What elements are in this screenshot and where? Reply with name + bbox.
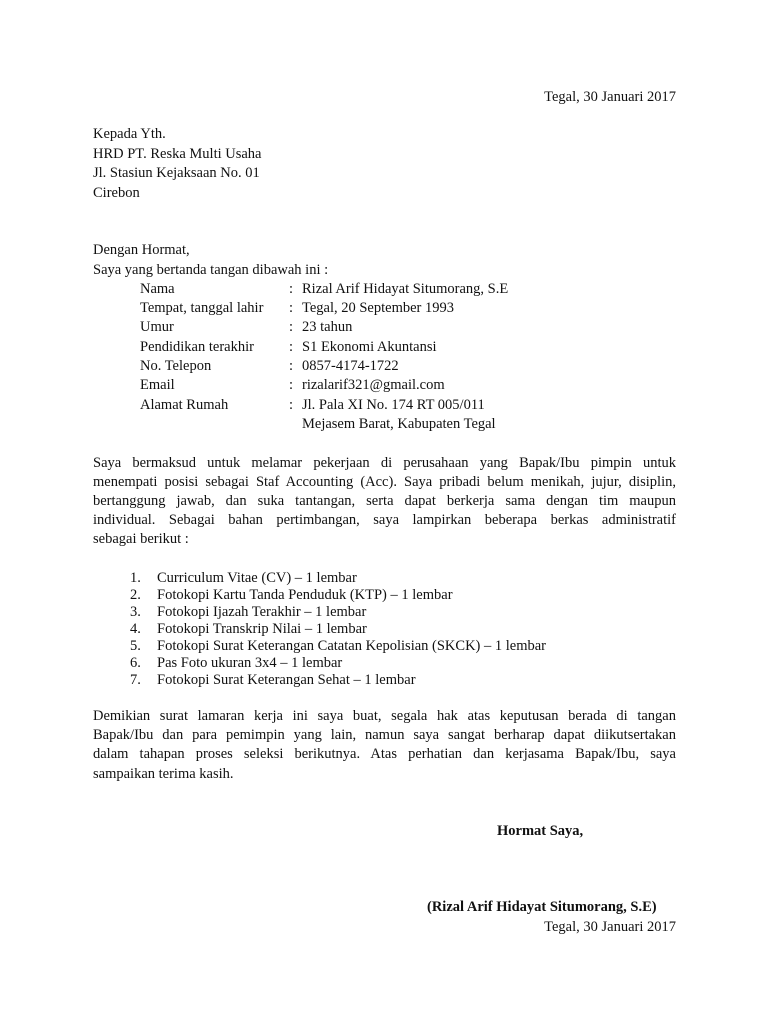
identity-value: rizalarif321@gmail.com [302,377,445,393]
identity-colon: : [289,300,294,316]
list-number: 2. [130,587,141,603]
address-line-2: Mejasem Barat, Kabupaten Tegal [302,416,496,432]
list-number: 4. [130,621,141,637]
recipient-line-2: HRD PT. Reska Multi Usaha [93,146,262,162]
identity-label: Pendidikan terakhir [140,339,254,355]
list-text: Fotokopi Kartu Tanda Penduduk (KTP) – 1 lembar [157,587,453,603]
list-number: 7. [130,672,141,688]
list-number: 6. [130,655,141,671]
closing-line: Demikian surat lamaran kerja ini saya buat, segala hak atas keputusan berada di tangan [93,708,676,724]
body-line: sebagai berikut : [93,531,189,547]
list-text: Fotokopi Surat Keterangan Catatan Kepolisian (SKCK) – 1 lembar [157,638,547,654]
identity-label: Alamat Rumah [140,397,229,413]
identity-label: No. Telepon [140,358,212,374]
signatory-name: (Rizal Arif Hidayat Situmorang, S.E) [427,899,657,915]
identity-colon: : [289,358,294,374]
identity-label: Nama [140,281,175,297]
identity-value: S1 Ekonomi Akuntansi [302,339,437,355]
identity-label: Umur [140,319,174,335]
list-text: Fotokopi Transkrip Nilai – 1 lembar [157,621,367,637]
list-number: 1. [130,570,141,586]
identity-colon: : [289,377,294,393]
identity-colon: : [289,319,294,335]
body-line: bertanggung jawab, dan suka tantangan, serta dapat berkerja sama dengan tim maupun [93,493,676,509]
list-number: 5. [130,638,141,654]
list-number: 3. [130,604,141,620]
place-date: Tegal, 30 Januari 2017 [544,89,676,105]
identity-label: Email [140,377,175,393]
list-text: Fotokopi Surat Keterangan Sehat – 1 lembar [157,672,416,688]
identity-label: Tempat, tanggal lahir [140,300,264,316]
recipient-line-3: Jl. Stasiun Kejaksaan No. 01 [93,165,260,181]
body-line: Saya bermaksud untuk melamar pekerjaan di perusahaan yang Bapak/Ibu pimpin untuk [93,455,676,471]
closing-line: dalam tahapan proses seleksi berikutnya. Atas perhatian dan kerjasama Bapak/Ibu, saya [93,746,676,762]
recipient-line-1: Kepada Yth. [93,126,166,142]
identity-colon: : [289,339,294,355]
body-line: individual. Sebagai bahan pertimbangan, saya lampirkan beberapa berkas administratif [93,512,676,528]
recipient-line-4: Cirebon [93,185,140,201]
list-text: Pas Foto ukuran 3x4 – 1 lembar [157,655,343,671]
identity-value: 23 tahun [302,319,353,335]
sign-date: Tegal, 30 Januari 2017 [544,919,676,935]
identity-colon: : [289,281,294,297]
body-line: menempati posisi sebagai Staf Accounting (Acc). Saya pribadi belum menikah, jujur, disiplin, [93,474,676,490]
sign-off: Hormat Saya, [497,823,584,839]
identity-value: Rizal Arif Hidayat Situmorang, S.E [302,281,509,297]
identity-value: Tegal, 20 September 1993 [302,300,455,316]
closing-line: sampaikan terima kasih. [93,766,234,782]
list-text: Curriculum Vitae (CV) – 1 lembar [157,570,357,586]
intro: Saya yang bertanda tangan dibawah ini : [93,262,329,278]
list-text: Fotokopi Ijazah Terakhir – 1 lembar [157,604,367,620]
identity-colon: : [289,397,294,413]
greeting: Dengan Hormat, [93,242,190,258]
closing-line: Bapak/Ibu dan para pemimpin yang lain, namun saya sangat berharap dapat diikutsertakan [93,727,676,743]
identity-value: 0857-4174-1722 [302,358,399,374]
identity-value: Jl. Pala XI No. 174 RT 005/011 [302,397,485,413]
